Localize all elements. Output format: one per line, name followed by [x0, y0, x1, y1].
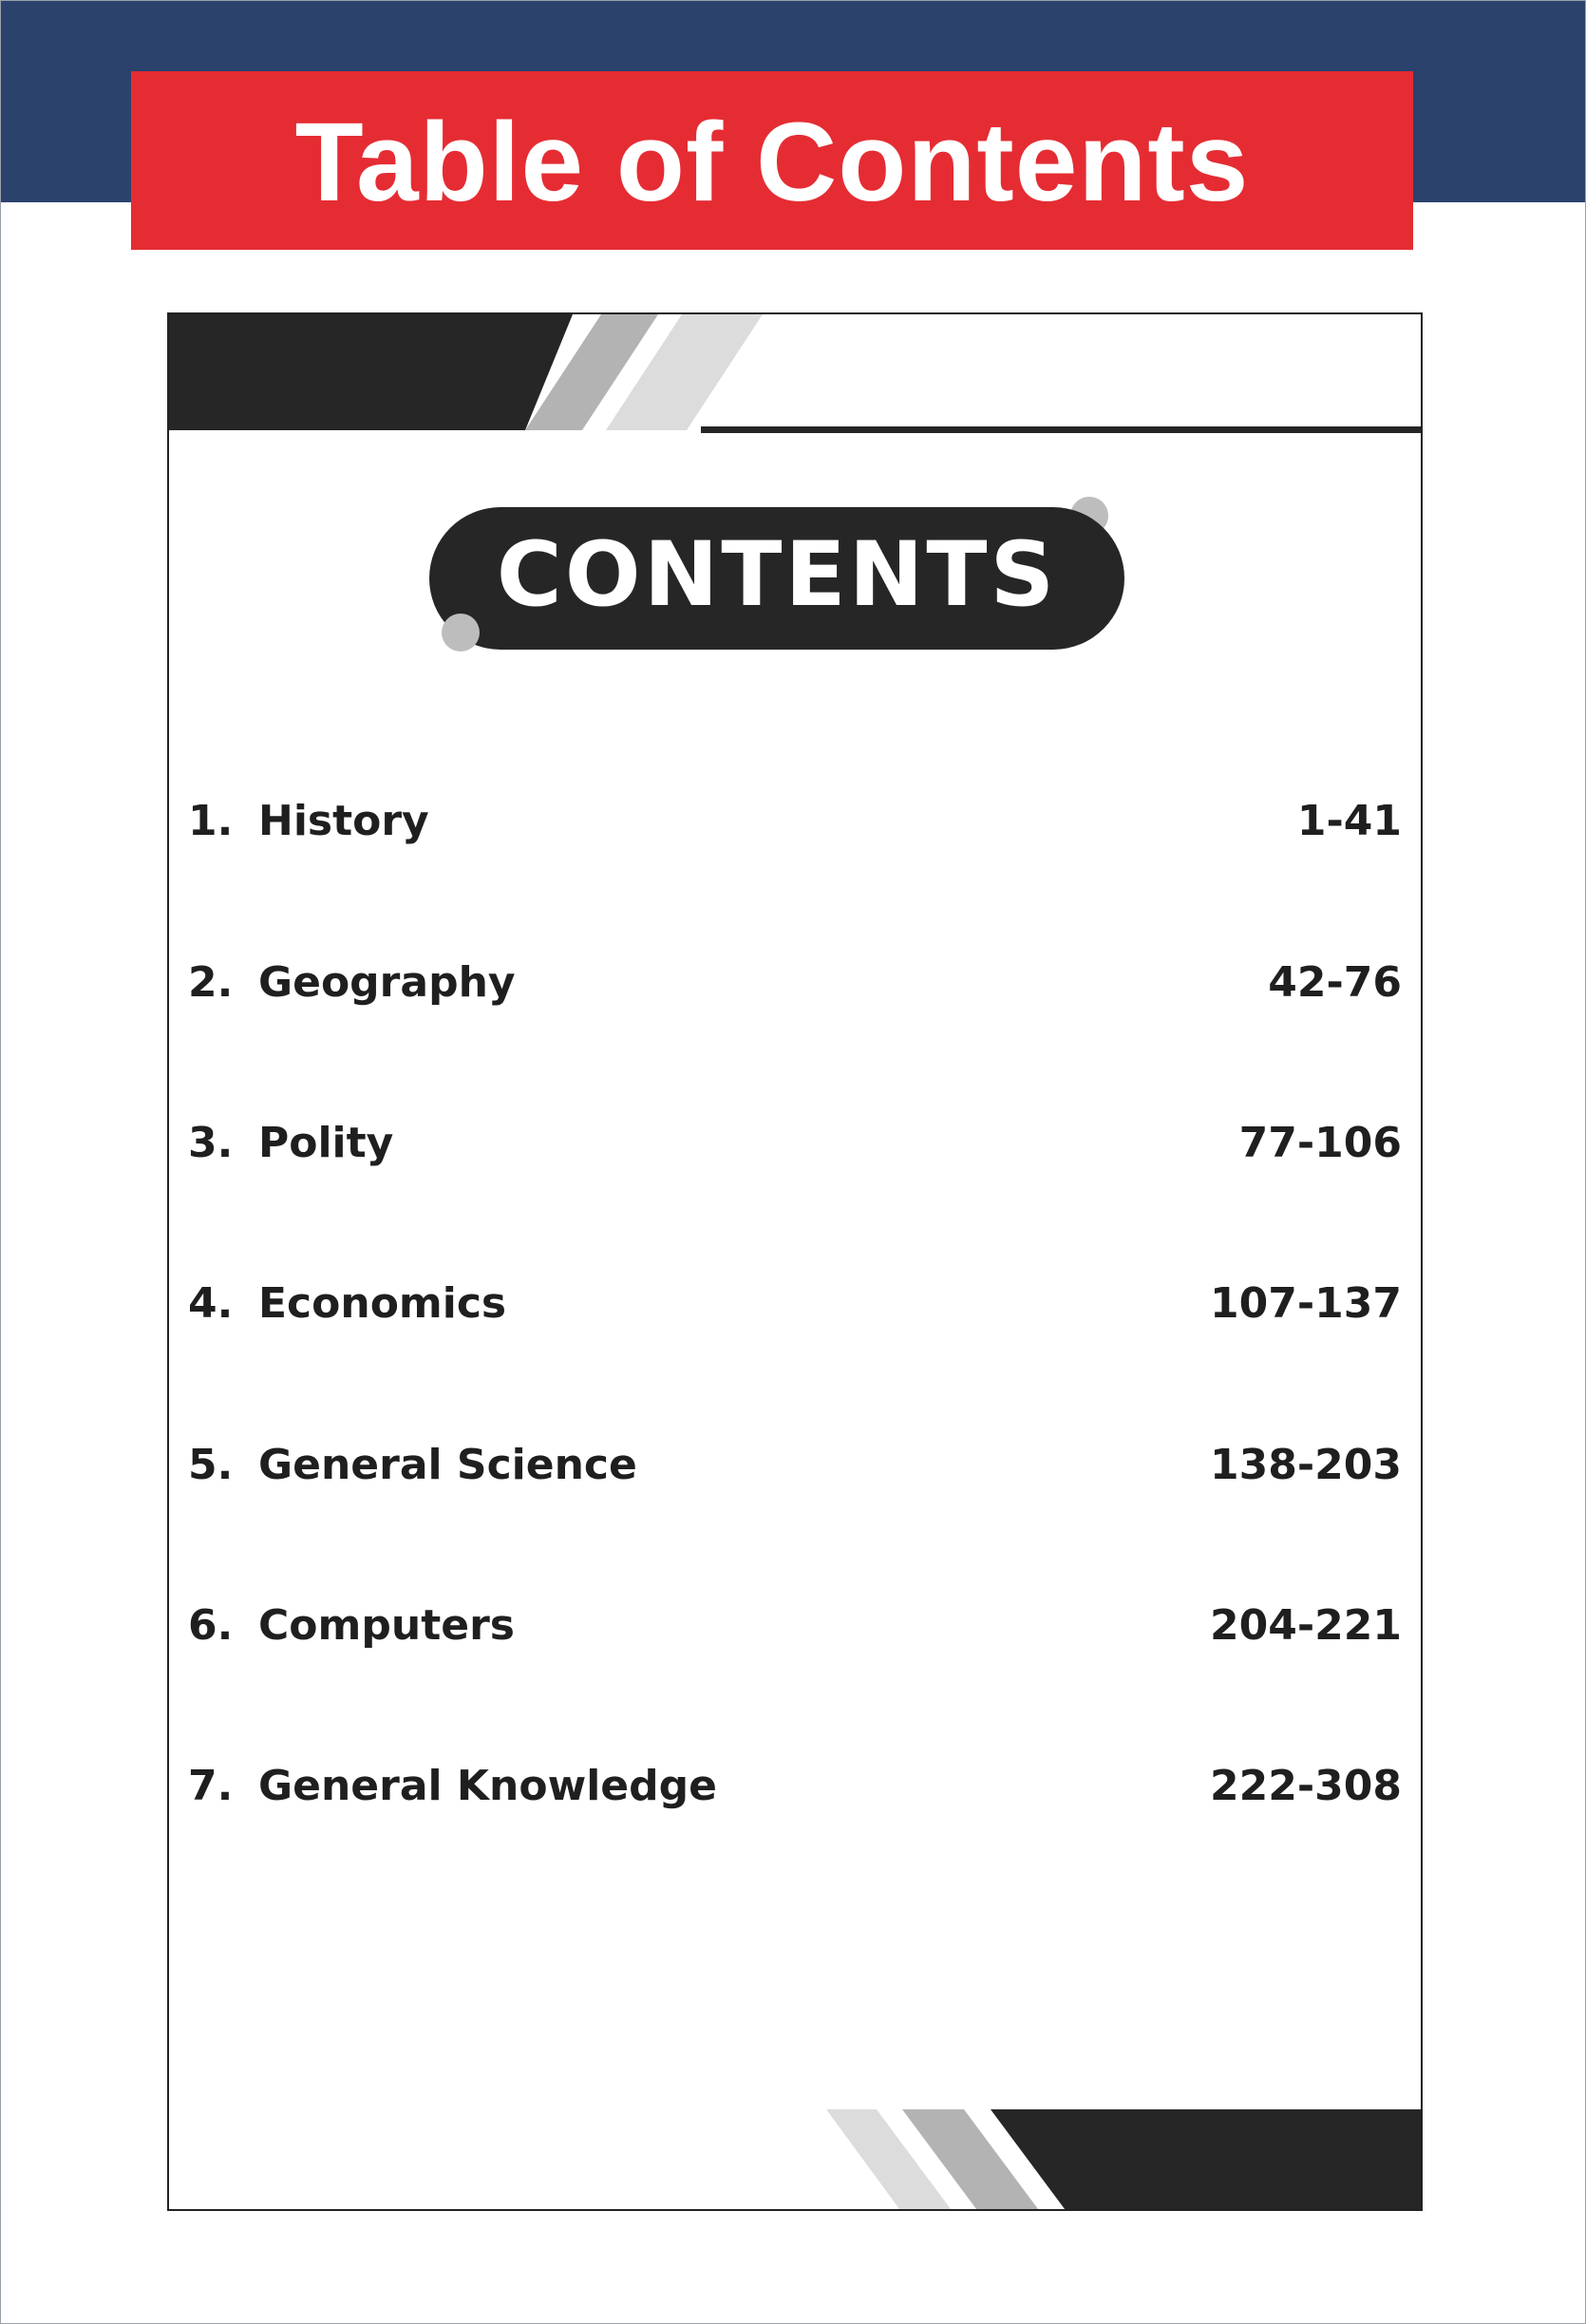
contents-frame: [167, 312, 1423, 2211]
contents-badge-label: CONTENTS: [496, 523, 1058, 627]
toc-entry-computers[interactable]: [188, 1592, 1402, 1658]
toc-entry-geography[interactable]: [188, 949, 1402, 1015]
toc-entry-general-knowledge[interactable]: [188, 1752, 1402, 1819]
toc-entry-number: 2.: [188, 957, 234, 1007]
toc-entry-economics[interactable]: [188, 1270, 1402, 1336]
toc-entry-general-science[interactable]: [188, 1431, 1402, 1498]
toc-entry-pages: 204-221: [1210, 1600, 1402, 1650]
toc-entry-pages: 138-203: [1210, 1440, 1402, 1489]
bottom-dark-bar: [991, 2109, 1423, 2211]
toc-entry-title: History: [258, 796, 429, 845]
toc-entry-title: General Science: [258, 1440, 637, 1489]
toc-entry-number: 3.: [188, 1118, 234, 1167]
badge-dot-bottom: [442, 614, 480, 652]
toc-entry-polity[interactable]: [188, 1109, 1402, 1176]
toc-entry-title: Geography: [258, 957, 516, 1007]
toc-entry-pages: 222-308: [1210, 1761, 1402, 1810]
top-dark-bar: [169, 314, 573, 430]
toc-entry-title: Polity: [258, 1118, 394, 1167]
toc-entry-title: Economics: [258, 1278, 507, 1328]
toc-entry-pages: 77-106: [1238, 1118, 1402, 1167]
page-title: Table of Contents: [294, 100, 1250, 225]
top-rule: [701, 426, 1423, 433]
toc-entry-pages: 107-137: [1210, 1278, 1402, 1328]
toc-entry-number: 6.: [188, 1600, 234, 1650]
toc-entry-number: 4.: [188, 1278, 234, 1328]
toc-entry-title: Computers: [258, 1600, 515, 1650]
contents-badge: [429, 507, 1124, 650]
toc-entry-number: 1.: [188, 796, 234, 845]
toc-entry-history[interactable]: [188, 787, 1402, 854]
toc-entry-title: General Knowledge: [258, 1761, 717, 1810]
toc-entry-number: 7.: [188, 1761, 234, 1810]
title-banner: [131, 71, 1413, 250]
toc-entry-pages: 42-76: [1268, 957, 1402, 1007]
toc-entry-pages: 1-41: [1296, 796, 1402, 845]
toc-entry-number: 5.: [188, 1440, 234, 1489]
